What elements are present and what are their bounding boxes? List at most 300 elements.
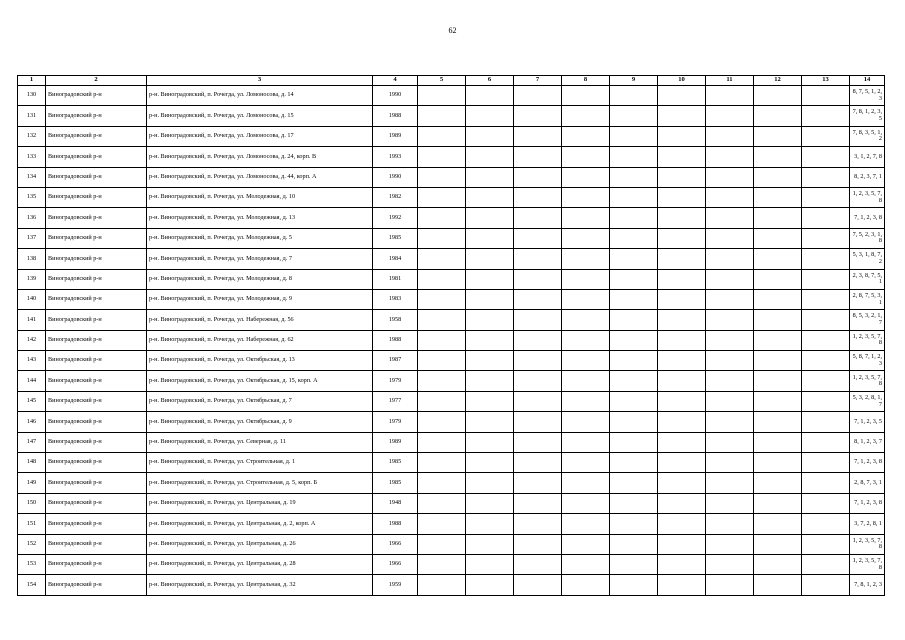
empty-cell [706,269,754,289]
district-cell: Виноградовский р-н [46,371,147,391]
empty-cell [562,167,610,187]
empty-cell [658,554,706,574]
empty-cell [418,126,466,146]
column-header: 2 [46,76,147,86]
empty-cell [802,310,850,330]
empty-cell [514,412,562,432]
empty-cell [802,228,850,248]
empty-cell [418,432,466,452]
table-row [18,371,885,391]
empty-cell [562,289,610,309]
address-cell: р-н. Виноградовский, п. Рочегда, ул. Центральная, д. 32 [147,575,373,595]
address-cell: р-н. Виноградовский, п. Рочегда, ул. Молодежная, д. 8 [147,269,373,289]
address-cell: р-н. Виноградовский, п. Рочегда, ул. Северная, д. 11 [147,432,373,452]
empty-cell [466,289,514,309]
empty-cell [658,453,706,473]
empty-cell [706,371,754,391]
table-row [18,391,885,411]
page-number: 62 [448,26,457,35]
empty-cell [754,187,802,207]
empty-cell [466,432,514,452]
codes-cell: 7, 1, 2, 3, 8 [850,453,885,473]
codes-cell: 2, 8, 7, 5, 3, 1 [850,289,885,309]
empty-cell [418,534,466,554]
row-number-cell: 141 [18,310,46,330]
empty-cell [706,208,754,228]
district-cell: Виноградовский р-н [46,575,147,595]
empty-cell [754,269,802,289]
empty-cell [706,493,754,513]
row-number-cell: 154 [18,575,46,595]
empty-cell [466,575,514,595]
empty-cell [802,432,850,452]
address-cell: р-н. Виноградовский, п. Рочегда, ул. Молодежная, д. 5 [147,228,373,248]
empty-cell [562,432,610,452]
empty-cell [610,167,658,187]
codes-cell: 7, 1, 2, 3, 8 [850,493,885,513]
table-row [18,554,885,574]
row-number-cell: 142 [18,330,46,350]
empty-cell [754,371,802,391]
district-cell: Виноградовский р-н [46,147,147,167]
district-cell: Виноградовский р-н [46,453,147,473]
year-cell: 1977 [373,391,418,411]
empty-cell [802,330,850,350]
row-number-cell: 138 [18,249,46,269]
year-cell: 1959 [373,575,418,595]
row-number-cell: 139 [18,269,46,289]
year-cell: 1958 [373,310,418,330]
empty-cell [562,249,610,269]
empty-cell [562,554,610,574]
row-number-cell: 132 [18,126,46,146]
empty-cell [514,208,562,228]
empty-cell [418,269,466,289]
codes-cell: 7, 8, 1, 2, 3 [850,575,885,595]
year-cell: 1992 [373,208,418,228]
empty-cell [610,330,658,350]
year-cell: 1985 [373,473,418,493]
district-cell: Виноградовский р-н [46,391,147,411]
empty-cell [418,514,466,534]
empty-cell [610,249,658,269]
empty-cell [418,147,466,167]
empty-cell [562,147,610,167]
row-number-cell: 152 [18,534,46,554]
empty-cell [562,575,610,595]
address-cell: р-н. Виноградовский, п. Рочегда, ул. Октябрьская, д. 13 [147,351,373,371]
empty-cell [514,289,562,309]
empty-cell [610,187,658,207]
codes-cell: 1, 2, 3, 5, 7, 8 [850,371,885,391]
empty-cell [610,310,658,330]
address-cell: р-н. Виноградовский, п. Рочегда, ул. Ломоносова, д. 44, корп. А [147,167,373,187]
empty-cell [418,371,466,391]
column-header: 7 [514,76,562,86]
empty-cell [418,106,466,126]
address-cell: р-н. Виноградовский, п. Рочегда, ул. Молодежная, д. 9 [147,289,373,309]
empty-cell [754,147,802,167]
empty-cell [466,228,514,248]
empty-cell [514,126,562,146]
empty-cell [610,208,658,228]
year-cell: 1990 [373,86,418,106]
empty-cell [658,575,706,595]
empty-cell [754,351,802,371]
empty-cell [706,575,754,595]
empty-cell [466,126,514,146]
empty-cell [562,228,610,248]
empty-cell [610,432,658,452]
empty-cell [706,351,754,371]
empty-cell [754,208,802,228]
empty-cell [418,187,466,207]
district-cell: Виноградовский р-н [46,432,147,452]
empty-cell [658,167,706,187]
column-header: 11 [706,76,754,86]
empty-cell [466,187,514,207]
year-cell: 1985 [373,453,418,473]
empty-cell [754,514,802,534]
empty-cell [418,228,466,248]
address-cell: р-н. Виноградовский, п. Рочегда, ул. Центральная, д. 26 [147,534,373,554]
address-cell: р-н. Виноградовский, п. Рочегда, ул. Ломоносова, д. 14 [147,86,373,106]
empty-cell [466,473,514,493]
column-header: 6 [466,76,514,86]
year-cell: 1966 [373,534,418,554]
empty-cell [514,269,562,289]
district-cell: Виноградовский р-н [46,269,147,289]
empty-cell [658,391,706,411]
empty-cell [706,310,754,330]
empty-cell [610,534,658,554]
empty-cell [754,86,802,106]
empty-cell [802,289,850,309]
address-cell: р-н. Виноградовский, п. Рочегда, ул. Набережная, д. 56 [147,310,373,330]
column-header: 9 [610,76,658,86]
empty-cell [802,514,850,534]
district-cell: Виноградовский р-н [46,106,147,126]
codes-cell: 2, 8, 7, 3, 1 [850,473,885,493]
empty-cell [658,493,706,513]
empty-cell [658,371,706,391]
address-cell: р-н. Виноградовский, п. Рочегда, ул. Центральная, д. 2, корп. А [147,514,373,534]
empty-cell [754,473,802,493]
empty-cell [754,106,802,126]
codes-cell: 7, 8, 1, 2, 3, 5 [850,106,885,126]
empty-cell [466,167,514,187]
empty-cell [466,147,514,167]
empty-cell [754,330,802,350]
district-cell: Виноградовский р-н [46,228,147,248]
empty-cell [514,249,562,269]
codes-cell: 8, 7, 5, 1, 2, 3 [850,86,885,106]
empty-cell [562,473,610,493]
table-row [18,187,885,207]
codes-cell: 7, 5, 2, 3, 1, 8 [850,228,885,248]
empty-cell [802,86,850,106]
year-cell: 1982 [373,187,418,207]
empty-cell [658,106,706,126]
table-row [18,514,885,534]
table-row [18,289,885,309]
column-header: 10 [658,76,706,86]
year-cell: 1988 [373,514,418,534]
district-cell: Виноградовский р-н [46,187,147,207]
table-row [18,167,885,187]
empty-cell [418,575,466,595]
empty-cell [514,228,562,248]
empty-cell [610,351,658,371]
district-cell: Виноградовский р-н [46,351,147,371]
district-cell: Виноградовский р-н [46,554,147,574]
empty-cell [754,249,802,269]
empty-cell [466,554,514,574]
empty-cell [562,391,610,411]
address-cell: р-н. Виноградовский, п. Рочегда, ул. Набережная, д. 62 [147,330,373,350]
address-cell: р-н. Виноградовский, п. Рочегда, ул. Строительная, д. 5, корп. Б [147,473,373,493]
row-number-cell: 136 [18,208,46,228]
address-cell: р-н. Виноградовский, п. Рочегда, ул. Октябрьская, д. 9 [147,412,373,432]
empty-cell [562,412,610,432]
empty-cell [562,351,610,371]
empty-cell [658,86,706,106]
empty-cell [514,330,562,350]
empty-cell [754,126,802,146]
year-cell: 1989 [373,432,418,452]
year-cell: 1979 [373,412,418,432]
empty-cell [418,391,466,411]
empty-cell [706,391,754,411]
empty-cell [706,106,754,126]
empty-cell [610,493,658,513]
empty-cell [514,351,562,371]
address-cell: р-н. Виноградовский, п. Рочегда, ул. Центральная, д. 19 [147,493,373,513]
empty-cell [610,391,658,411]
empty-cell [658,126,706,146]
empty-cell [466,534,514,554]
empty-cell [562,86,610,106]
table-row [18,106,885,126]
empty-cell [466,86,514,106]
empty-cell [562,330,610,350]
empty-cell [466,106,514,126]
row-number-cell: 130 [18,86,46,106]
empty-cell [706,412,754,432]
codes-cell: 8, 5, 3, 2, 1, 7 [850,310,885,330]
empty-cell [706,126,754,146]
empty-cell [466,208,514,228]
empty-cell [802,106,850,126]
empty-cell [754,453,802,473]
empty-cell [610,554,658,574]
empty-cell [514,473,562,493]
year-cell: 1988 [373,330,418,350]
table-row [18,351,885,371]
empty-cell [466,351,514,371]
empty-cell [610,86,658,106]
empty-cell [706,187,754,207]
table-row [18,412,885,432]
empty-cell [610,412,658,432]
empty-cell [514,86,562,106]
codes-cell: 1, 2, 3, 5, 7, 8 [850,187,885,207]
empty-cell [802,473,850,493]
year-cell: 1985 [373,228,418,248]
table-row [18,86,885,106]
empty-cell [418,167,466,187]
district-cell: Виноградовский р-н [46,412,147,432]
year-cell: 1988 [373,106,418,126]
row-number-cell: 140 [18,289,46,309]
empty-cell [466,330,514,350]
district-cell: Виноградовский р-н [46,289,147,309]
year-cell: 1979 [373,371,418,391]
codes-cell: 7, 8, 3, 5, 1, 2 [850,126,885,146]
empty-cell [562,187,610,207]
column-header: 3 [147,76,373,86]
district-cell: Виноградовский р-н [46,86,147,106]
codes-cell: 1, 2, 3, 5, 7, 8 [850,534,885,554]
empty-cell [706,249,754,269]
empty-cell [514,187,562,207]
empty-cell [418,289,466,309]
empty-cell [418,249,466,269]
row-number-cell: 148 [18,453,46,473]
year-cell: 1987 [373,351,418,371]
empty-cell [802,187,850,207]
empty-cell [514,514,562,534]
empty-cell [610,228,658,248]
row-number-cell: 149 [18,473,46,493]
empty-cell [802,575,850,595]
row-number-cell: 151 [18,514,46,534]
empty-cell [418,330,466,350]
address-cell: р-н. Виноградовский, п. Рочегда, ул. Строительная, д. 1 [147,453,373,473]
column-header: 12 [754,76,802,86]
column-header: 1 [18,76,46,86]
district-cell: Виноградовский р-н [46,534,147,554]
row-number-cell: 134 [18,167,46,187]
empty-cell [562,106,610,126]
district-cell: Виноградовский р-н [46,249,147,269]
district-cell: Виноградовский р-н [46,208,147,228]
empty-cell [562,514,610,534]
column-header: 13 [802,76,850,86]
empty-cell [514,371,562,391]
empty-cell [754,228,802,248]
table-row [18,575,885,595]
empty-cell [754,412,802,432]
empty-cell [466,269,514,289]
row-number-cell: 137 [18,228,46,248]
empty-cell [802,371,850,391]
empty-cell [658,187,706,207]
row-number-cell: 135 [18,187,46,207]
empty-cell [610,453,658,473]
empty-cell [658,351,706,371]
empty-cell [514,575,562,595]
empty-cell [802,391,850,411]
empty-cell [610,106,658,126]
empty-cell [658,249,706,269]
row-number-cell: 147 [18,432,46,452]
empty-cell [754,534,802,554]
empty-cell [706,554,754,574]
column-header: 4 [373,76,418,86]
empty-cell [658,310,706,330]
empty-cell [610,575,658,595]
codes-cell: 3, 7, 2, 8, 1 [850,514,885,534]
empty-cell [514,310,562,330]
year-cell: 1948 [373,493,418,513]
empty-cell [802,147,850,167]
table-row [18,330,885,350]
empty-cell [802,208,850,228]
address-cell: р-н. Виноградовский, п. Рочегда, ул. Ломоносова, д. 17 [147,126,373,146]
address-cell: р-н. Виноградовский, п. Рочегда, ул. Октябрьская, д. 15, корп. А [147,371,373,391]
empty-cell [514,554,562,574]
empty-cell [610,147,658,167]
district-cell: Виноградовский р-н [46,493,147,513]
codes-cell: 7, 1, 2, 3, 8 [850,208,885,228]
empty-cell [562,534,610,554]
table-row [18,228,885,248]
codes-cell: 1, 2, 3, 5, 7, 8 [850,330,885,350]
empty-cell [706,453,754,473]
table-row [18,432,885,452]
empty-cell [706,167,754,187]
codes-cell: 2, 3, 8, 7, 5, 1 [850,269,885,289]
empty-cell [466,391,514,411]
address-cell: р-н. Виноградовский, п. Рочегда, ул. Центральная, д. 28 [147,554,373,574]
table-row [18,493,885,513]
empty-cell [418,453,466,473]
year-cell: 1966 [373,554,418,574]
row-number-cell: 133 [18,147,46,167]
empty-cell [802,167,850,187]
table-row [18,249,885,269]
empty-cell [418,351,466,371]
empty-cell [658,412,706,432]
empty-cell [418,86,466,106]
row-number-cell: 131 [18,106,46,126]
empty-cell [658,228,706,248]
empty-cell [562,126,610,146]
empty-cell [514,167,562,187]
empty-cell [658,289,706,309]
empty-cell [514,493,562,513]
empty-cell [610,269,658,289]
column-header: 14 [850,76,885,86]
empty-cell [706,289,754,309]
empty-cell [754,554,802,574]
table-row [18,147,885,167]
empty-cell [658,330,706,350]
empty-cell [466,412,514,432]
empty-cell [562,493,610,513]
empty-cell [514,432,562,452]
column-header: 8 [562,76,610,86]
empty-cell [658,432,706,452]
table-row [18,453,885,473]
row-number-cell: 144 [18,371,46,391]
empty-cell [610,473,658,493]
empty-cell [610,514,658,534]
empty-cell [418,473,466,493]
empty-cell [514,391,562,411]
empty-cell [514,106,562,126]
